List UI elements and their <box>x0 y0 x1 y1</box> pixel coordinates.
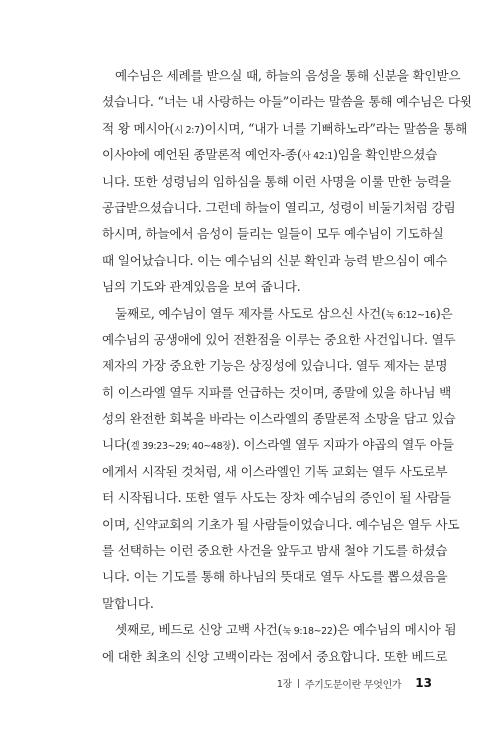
text-line <box>102 485 452 511</box>
footer-separator <box>298 679 299 688</box>
scripture-reference: 눅 9:18~22 <box>282 626 333 638</box>
text-line <box>102 301 453 327</box>
text-run: 제자의 가장 중요한 기능은 상징성에 있습니다. 열두 제자는 분명 <box>102 358 448 374</box>
text-line <box>102 353 448 379</box>
text-run: 니다. 또한 성령님의 임하심을 통해 이런 사명을 이룰 만한 능력을 <box>102 173 452 189</box>
text-run: 니다. 이는 기도를 통해 하나님의 뜻대로 열두 사도를 뽑으셨음을 <box>102 569 448 585</box>
text-run: 에 대한 최초의 신앙 고백이라는 점에서 중요합니다. 또한 베드로 <box>102 648 448 664</box>
text-line <box>102 89 472 115</box>
text-run: )이시며, “내가 너를 기뻐하노라”라는 말씀을 통해 <box>199 120 468 136</box>
text-run: 히 이스라엘 열두 지파를 언급하는 것이며, 종말에 있을 하나님 백 <box>102 384 452 400</box>
text-run: 성의 완전한 회복을 바라는 이스라엘의 종말론적 소망을 담고 있습 <box>102 411 456 427</box>
text-line <box>102 142 436 168</box>
text-line <box>102 459 448 485</box>
text-line <box>102 63 461 89</box>
paragraph <box>102 63 472 301</box>
text-run: 말합니다. <box>102 595 154 611</box>
text-run: )은 <box>435 305 453 321</box>
text-line <box>102 248 448 274</box>
page-number: 13 <box>415 676 432 690</box>
text-line <box>102 221 444 247</box>
text-run: 둘째로, 예수님이 열두 제자를 사도로 삼으신 사건( <box>115 305 386 321</box>
footer-chapter: 1장 <box>276 679 292 690</box>
text-line <box>102 432 454 458</box>
text-run: 적 왕 메시아( <box>102 120 175 136</box>
scripture-reference: 시 2:7 <box>174 124 200 136</box>
text-line <box>102 327 456 353</box>
scripture-reference: 겔 39:23~29; 40~48장 <box>130 441 232 453</box>
text-run: 에게서 시작된 것처럼, 새 이스라엘인 기독 교회는 열두 사도로부 <box>102 463 448 479</box>
text-line <box>102 512 460 538</box>
text-run: 셨습니다. “너는 내 사랑하는 아들”이라는 말씀을 통해 예수님은 다윗 <box>102 94 472 110</box>
text-run: 님의 기도와 관계있음을 보여 줍니다. <box>102 279 301 295</box>
text-line <box>102 644 448 670</box>
text-run: 예수님은 세례를 받으실 때, 하늘의 음성을 통해 신분을 확인받으 <box>115 68 461 83</box>
scripture-reference: 눅 6:12~16 <box>385 309 436 321</box>
text-run: 공급받으셨습니다. 그런데 하늘이 열리고, 성령이 비둘기처럼 강림 <box>102 199 456 215</box>
text-line <box>102 406 456 432</box>
page-footer <box>277 673 432 693</box>
text-line <box>102 195 456 221</box>
scripture-reference: 사 42:1 <box>301 151 333 163</box>
text-run: 를 선택하는 이런 중요한 사건을 앞두고 밤새 철야 기도를 하셨습 <box>102 543 448 559</box>
text-run: ). 이스라엘 열두 지파가 야곱의 열두 아들 <box>231 437 454 453</box>
text-line <box>102 564 448 590</box>
paragraph <box>102 301 460 618</box>
paragraph <box>102 617 457 670</box>
text-line <box>102 274 436 300</box>
text-line <box>102 116 468 142</box>
text-run: 때 일어났습니다. 이는 예수님의 신분 확인과 능력 받으심이 예수 <box>102 252 448 268</box>
body-text <box>102 63 472 670</box>
footer-chapter-title: 주기도문이란 무엇인가 <box>304 679 402 691</box>
text-run: 셋째로, 베드로 신앙 고백 사건( <box>115 622 283 638</box>
text-line <box>102 617 457 643</box>
text-run: 이며, 신약교회의 기초가 될 사람들이었습니다. 예수님은 열두 사도 <box>102 516 460 532</box>
text-run: 니다( <box>102 437 131 453</box>
text-run: 예수님의 공생애에 있어 전환점을 이루는 중요한 사건입니다. 열두 <box>102 331 456 347</box>
text-line <box>102 538 448 564</box>
text-run: )은 예수님의 메시아 됨 <box>332 622 457 638</box>
text-run: )임을 확인받으셨습 <box>332 147 438 163</box>
text-line <box>102 591 436 617</box>
text-run: 이사야에 예언된 종말론적 예언자-종( <box>102 147 302 163</box>
text-line <box>102 169 452 195</box>
text-run: 터 시작됩니다. 또한 열두 사도는 장차 예수님의 증인이 될 사람들 <box>102 490 452 506</box>
text-run: 하시며, 하늘에서 음성이 들리는 일들이 모두 예수님이 기도하실 <box>102 226 444 242</box>
text-line <box>102 380 452 406</box>
